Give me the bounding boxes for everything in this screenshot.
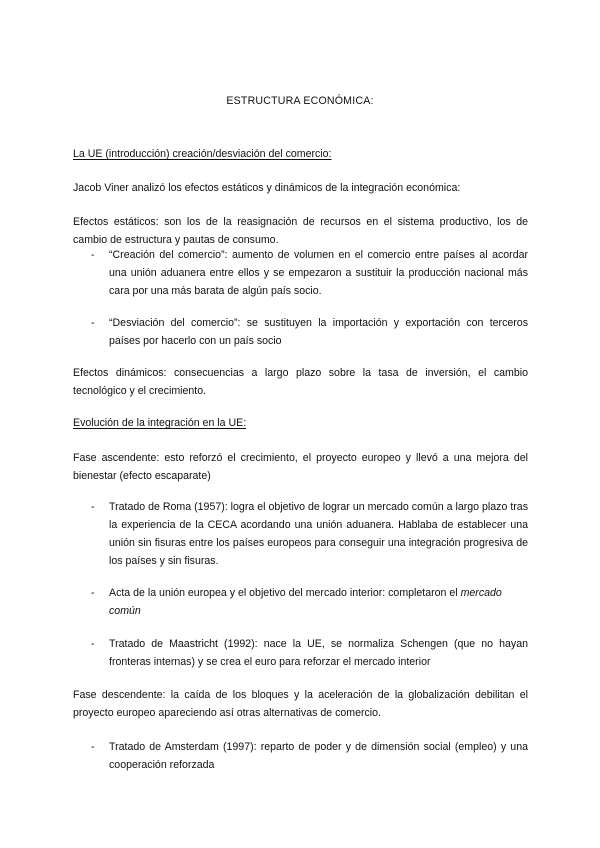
bullet-marker: - xyxy=(91,587,95,599)
bullet-marker: - xyxy=(91,249,95,261)
bullet-tratado-maastricht: Tratado de Maastricht (1992): nace la UE, se normaliza Schengen (que no hayan fronteras internas) y se crea el euro para reforzar el mercado interior xyxy=(109,638,528,668)
bullet-marker: - xyxy=(91,638,95,650)
paragraph-dynamic-effects: Efectos dinámicos: consecuencias a largo plazo sobre la tasa de inversión, el cambio tecnológico y el crecimiento. xyxy=(73,367,528,397)
bullet-creacion-comercio: “Creación del comercio”: aumento de volumen en el comercio entre países al acordar una unión aduanera entre ellos y se empezaron a sustituir la producción nacional más cara por una más barata de algún país socio. xyxy=(109,249,528,297)
bullet-acta-union-europea xyxy=(109,584,528,620)
bullet-marker: - xyxy=(91,501,95,513)
acta-italic-term: mercado común xyxy=(109,587,502,617)
paragraph-static-effects: Efectos estáticos: son los de la reasignación de recursos en el sistema productivo, los de cambio de estructura y pautas de consumo. xyxy=(73,216,528,246)
section-heading-ue-intro: La UE (introducción) creación/desviación del comercio: xyxy=(73,148,332,160)
document-title: ESTRUCTURA ECONÓMICA: xyxy=(226,95,374,107)
paragraph-fase-descendente: Fase descendente: la caída de los bloques y la aceleración de la globalización debilitan el proyecto europeo apareciendo así otras alternativas de comercio. xyxy=(73,689,528,719)
bullet-desviacion-comercio: “Desviación del comercio”: se sustituyen la importación y exportación con terceros países por hacerlo con un país socio xyxy=(109,317,528,347)
bullet-tratado-roma: Tratado de Roma (1957): logra el objetivo de lograr un mercado común a largo plazo tras la experiencia de la CECA acordando una unión aduanera. Hablaba de establecer una unión sin fisuras entre los países europeos para conseguir una integración progresiva de los países y sin fisuras. xyxy=(109,501,528,567)
paragraph-fase-ascendente: Fase ascendente: esto reforzó el crecimiento, el proyecto europeo y llevó a una mejora del bienestar (efecto escaparate) xyxy=(73,452,528,482)
bullet-marker: - xyxy=(91,741,95,753)
section-heading-evolucion: Evolución de la integración en la UE: xyxy=(73,417,247,429)
acta-text: Acta de la unión europea y el objetivo del mercado interior: completaron el xyxy=(109,587,458,599)
bullet-tratado-amsterdam: Tratado de Amsterdam (1997): reparto de poder y de dimensión social (empleo) y una cooperación reforzada xyxy=(109,741,528,771)
bullet-marker: - xyxy=(91,317,95,329)
paragraph-viner: Jacob Viner analizó los efectos estáticos y dinámicos de la integración económica: xyxy=(73,182,461,194)
